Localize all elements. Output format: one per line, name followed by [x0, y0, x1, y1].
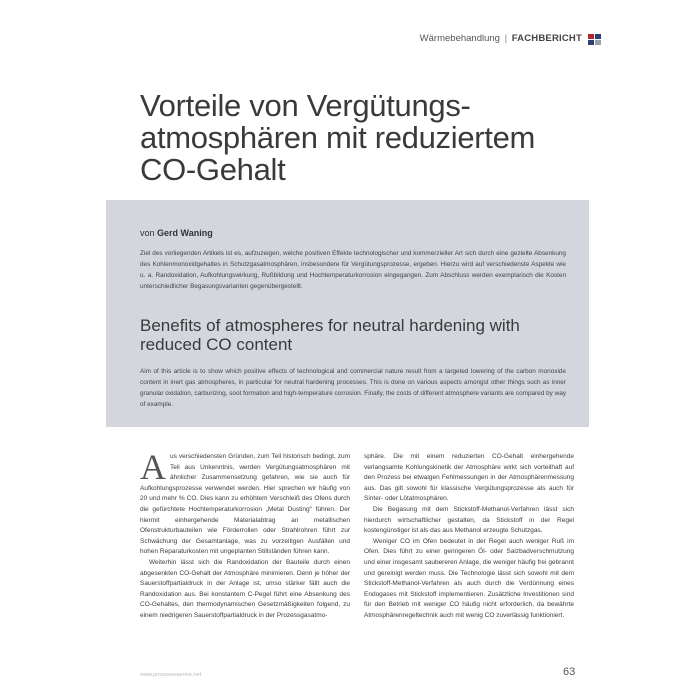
title-line: Vorteile von Vergütungs- — [140, 88, 471, 123]
abstract-box — [106, 200, 589, 427]
body-column-right — [364, 452, 574, 622]
body-paragraph: Weiterhin lässt sich die Randoxidation der Bauteile durch einen abgesenkten CO-Gehalt der Atmosphäre minimieren. Denn je höher der Sauerstoffpartialdruck in der Anlage ist, umso stärker fällt auch die Randoxidation aus. Bei konstantem C-Pegel führt eine Absenkung des CO-Gehaltes, den thermodynamischen Gesetzmäßigkeiten folgend, zu einem niedrigeren Sauerstoffpartialdruck in der Prozessgasatmo- — [140, 558, 350, 619]
header-section: FACHBERICHT — [511, 33, 582, 44]
header-separator: | — [504, 33, 508, 44]
abstract-german: Ziel des vorliegenden Artikels ist es, aufzuzeigen, welche positiven Effekte technologischer und kommerzieller Art sich durch eine gezielte Absenkung des Kohlenmonoxidgehaltes in Schutzgasatmosphären, insbesondere für Vergütungsprozesse, ergeben. Hierzu wird auf verschiedenste Aspekte wie u. a. Randoxidation, Aufkohlungswirkung, Rußbildung und Hochtemperaturkorrosion eingegangen. Zum Abschluss werden exemplarisch die Kosten unterschiedlicher Begasungsvarianten gegenübergestellt. — [140, 250, 566, 290]
body-paragraph — [140, 447, 350, 558]
body-paragraph: Die Begasung mit dem Stickstoff-Methanol-Verfahren lässt sich hierdurch wirtschaftlicher gestalten, da Stickstoff in der Regel kostengünstiger ist als das aus Methanol erzeugte Schutzgas. — [364, 505, 574, 535]
body-paragraph: sphäre. Die mit einem reduzierten CO-Gehalt einhergehende verlangsamte Kohlungskinetik der Atmosphäre wirkt sich vorteilhaft auf den Prozess bei etwaigen Fehlmessungen in der Atmosphärenmessung aus. Das gilt sowohl für klassische Vergütungsprozesse als auch für Sinter- oder Lötatmosphären. — [364, 453, 574, 503]
body-paragraph-text: us verschiedensten Gründen, zum Teil historisch bedingt, zum Teil aus Unkenntnis, werden Vergütungsatmosphären mit ähnlicher Zusammensetzung gefahren, wie sie auch für Aufkohlungsprozesse verwendet werden. Hier sprechen wir häufig von 20 und mehr % CO. Dies kann zu erhöhtem Verschleiß des Ofens durch die gefürchtete Hochtemperaturkorrosion „Metal Dusting“ führen. Der hiermit einhergehende Materialabtrag an metallischen Ofenstrukturbauteilen wie Förderrollen oder Strahlrohren führt zur Schwächung der Gesamtanlage, was zu vorzeitigen Ausfällen und hohen Reparaturkosten mit ungeplanten Stillständen führen kann. — [140, 453, 350, 556]
author-prefix: von — [140, 228, 155, 238]
article-title — [140, 90, 600, 186]
abstract-english: Aim of this article is to show which positive effects of technological and commercial nature result from a targeted lowering of the carbon monoxide content in inert gas atmospheres, in particular for neutral hardening processes. This is done on various aspects amongst other things such as inner granular oxidation, carburizing, soot formation and high-temperature corrosion. Finally, the costs of different atmosphere variants are compared by way of example. — [140, 368, 566, 408]
body-column-left — [140, 447, 350, 622]
title-line: atmosphären mit reduziertem — [140, 120, 536, 155]
running-header — [420, 33, 582, 44]
publisher-logo-icon — [588, 34, 602, 46]
page-number: 63 — [563, 666, 576, 678]
title-line: CO-Gehalt — [140, 152, 286, 187]
author-name: Gerd Waning — [157, 228, 213, 238]
drop-cap: A — [140, 447, 166, 487]
english-title: Benefits of atmospheres for neutral hardening with reduced CO content — [140, 316, 520, 354]
body-paragraph: Weniger CO im Ofen bedeutet in der Regel auch weniger Ruß im Ofen. Dies führt zu einer geringeren Öl- oder Salzbadverschmutzung und einer insgesamt saubereren Anlage, die weniger häufig frei gebrannt und gereinigt werden muss. Die Technologie lässt sich sowohl mit dem Stickstoff-Methanol-Verfahren als auch durch die Verdünnung eines Endogases mit Stickstoff implementieren. Zusätzliche Investitionen sind für den Betrieb mit weniger CO häufig nicht erforderlich, da bewährte Atmosphärenregeltechnik auch mit wenig CO zuverlässig funktioniert. — [364, 537, 574, 619]
author-line — [140, 228, 213, 238]
footer-url: www.prozesswaerme.net — [140, 672, 202, 678]
header-category: Wärmebehandlung — [419, 33, 500, 44]
